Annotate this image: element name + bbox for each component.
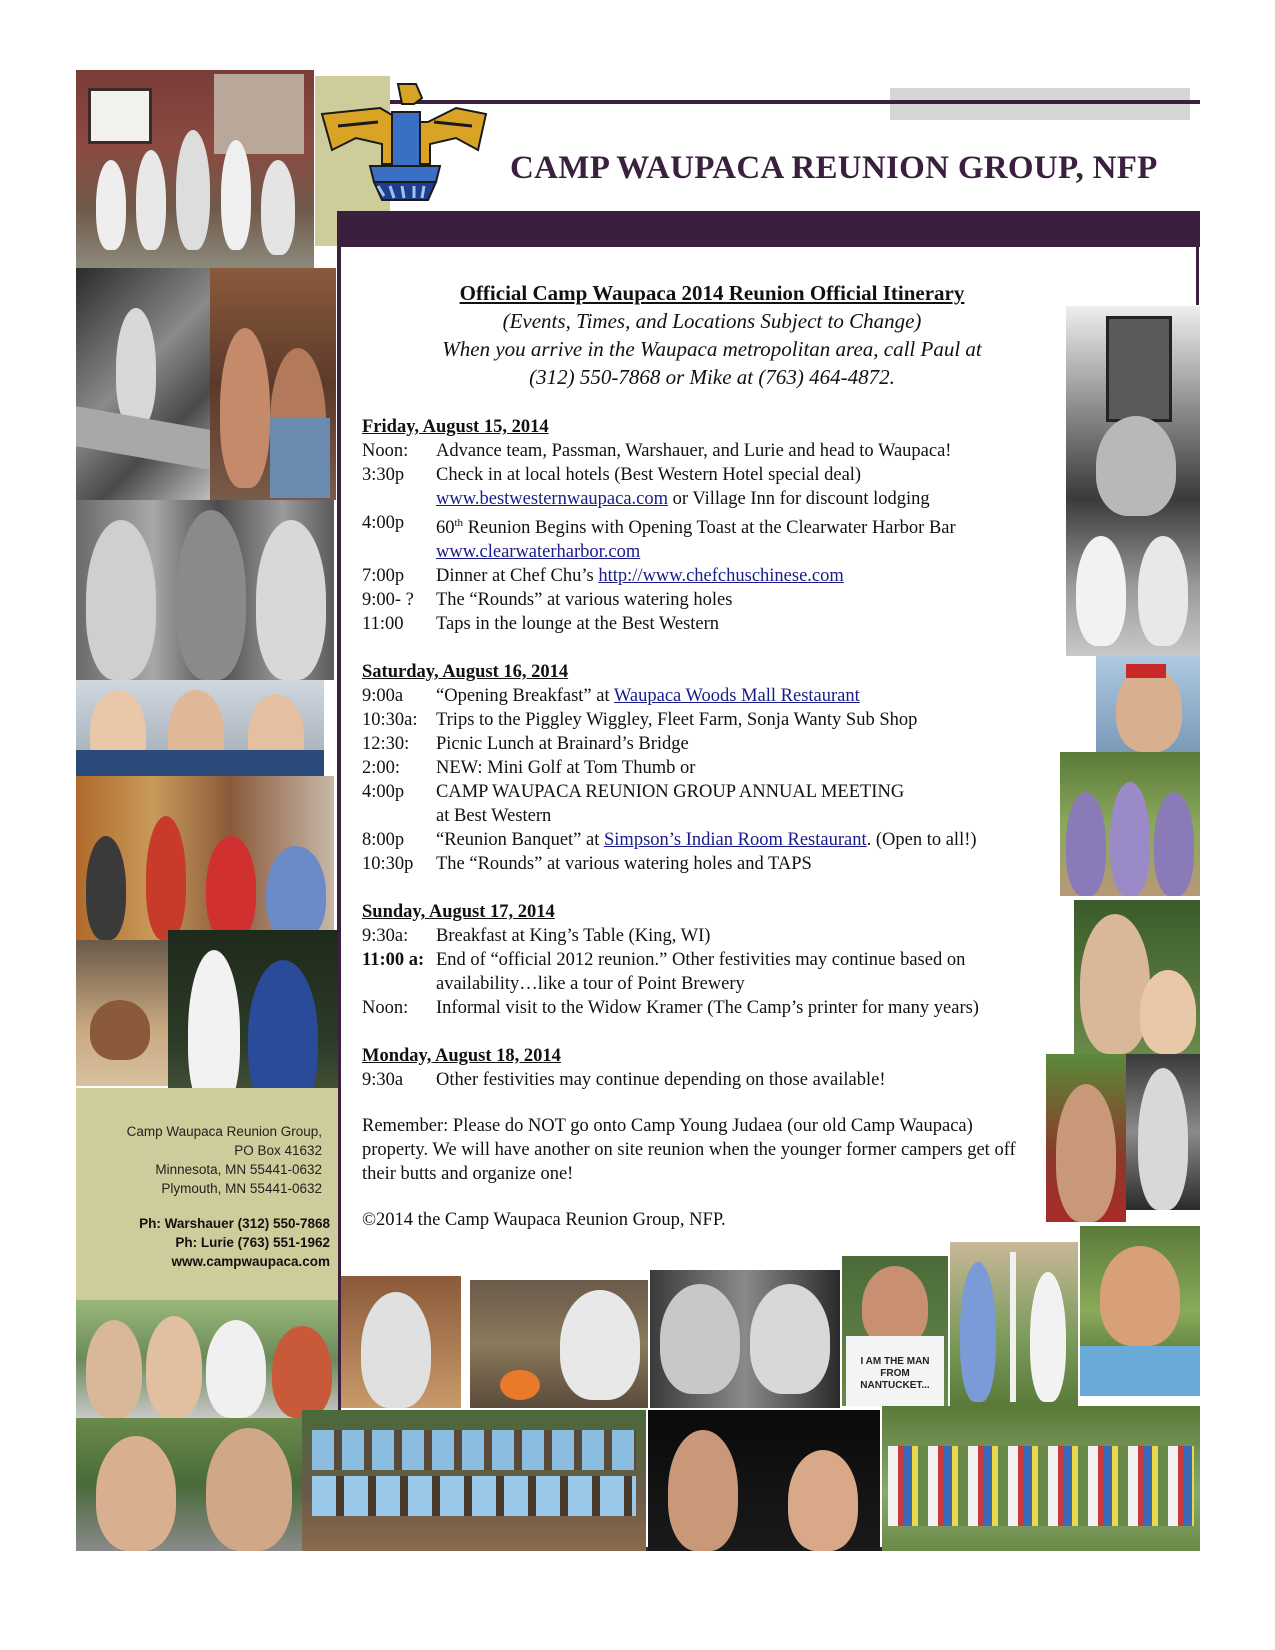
photo-camp-group-blue [302, 1410, 646, 1551]
list-item: 7:00p Dinner at Chef Chu’s http://www.chefchuschinese.com [362, 566, 844, 587]
list-item: 8:00p “Reunion Banquet” at Simpson’s Indian Room Restaurant. (Open to all!) [362, 830, 977, 851]
contact-city-1: Minnesota, MN 55441-0632 [155, 1162, 322, 1177]
photo-two-men-caps [76, 1418, 302, 1551]
page-title: CAMP WAUPACA REUNION GROUP, NFP [510, 150, 1158, 186]
list-item: Noon: Informal visit to the Widow Kramer (The Camp’s printer for many years) [362, 998, 979, 1019]
photo-girls-group [1060, 752, 1200, 896]
list-item: 11:00 Taps in the lounge at the Best Western [362, 614, 720, 635]
photo-two-teens [168, 930, 338, 1114]
photo-bw-faces [650, 1270, 840, 1408]
photo-boat-girl [76, 268, 210, 500]
arrival-note-2: (312) 550-7868 or Mike at (763) 464-4872. [529, 365, 895, 389]
photo-four-men [76, 1300, 338, 1418]
photo-three-boys [76, 680, 324, 776]
list-item: 9:30a Other festivities may continue depending on those available! [362, 1070, 886, 1091]
copyright: ©2014 the Camp Waupaca Reunion Group, NFP. [362, 1210, 726, 1231]
photo-uncle-sam-hat [1066, 306, 1200, 656]
list-item: 4:00p CAMP WAUPACA REUNION GROUP ANNUAL MEETING [362, 782, 905, 803]
photo-campfire [470, 1280, 648, 1408]
list-item: 11:00 a: End of “official 2012 reunion.” Other festivities may continue based on availability…like a tour of Point Brewery [362, 950, 966, 995]
remember-note: Remember: Please do NOT go onto Camp Young Judaea (our old Camp Waupaca) property. We will have another on site reunion when the younger former campers get off their butts and organize one! [362, 1116, 1016, 1185]
photo-dog-beach [76, 940, 168, 1086]
title-banner [337, 211, 1200, 247]
contact-phone-1: Ph: Warshauer (312) 550-7868 [139, 1216, 330, 1231]
contact-city-2: Plymouth, MN 55441-0632 [161, 1181, 322, 1196]
list-item: 2:00: NEW: Mini Golf at Tom Thumb or [362, 758, 696, 779]
list-item: 9:00a “Opening Breakfast” at Waupaca Woods Mall Restaurant [362, 686, 860, 707]
saturday-heading: Saturday, August 16, 2014 [362, 662, 569, 683]
contact-org: Camp Waupaca Reunion Group, [126, 1124, 322, 1139]
contact-website[interactable]: www.campwaupaca.com [171, 1254, 330, 1269]
chef-chu-link[interactable]: http://www.chefchuschinese.com [598, 566, 844, 587]
list-item: at Best Western [436, 806, 552, 827]
thunderbird-logo [318, 78, 490, 210]
header-grey-bar [890, 88, 1190, 120]
list-item: 12:30: Picnic Lunch at Brainard’s Bridge [362, 734, 689, 755]
arrival-note-1: When you arrive in the Waupaca metropolitan area, call Paul at [442, 337, 982, 361]
itinerary-subtitle: (Events, Times, and Locations Subject to Change) [502, 309, 922, 333]
photo-bw-adults [76, 500, 334, 680]
list-item: Noon: Advance team, Passman, Warshauer, and Lurie and head to Waupaca! [362, 441, 952, 461]
list-item: www.bestwesternwaupaca.com or Village Inn for discount lodging [436, 489, 930, 509]
list-item: 3:30p Check in at local hotels (Best Western Hotel special deal) [362, 465, 862, 485]
waupaca-woods-link[interactable]: Waupaca Woods Mall Restaurant [613, 686, 860, 707]
photo-man-and-girl [1074, 900, 1200, 1054]
monday-heading: Monday, August 18, 2014 [362, 1046, 561, 1067]
photo-signpost [950, 1242, 1078, 1406]
contact-po-box: PO Box 41632 [234, 1143, 322, 1158]
sunday-heading: Sunday, August 17, 2014 [362, 902, 555, 923]
photo-boys-shirtless [210, 268, 336, 500]
shirt-text: I AM THE MAN FROM NANTUCKET... [860, 1356, 930, 1391]
list-item: 4:00p 60th Reunion Begins with Opening Toast at the Clearwater Harbor Bar [362, 513, 956, 539]
list-item: 9:00- ? The “Rounds” at various watering holes [362, 590, 733, 611]
photo-two-men-dark [648, 1410, 880, 1551]
friday-heading: Friday, August 15, 2014 [362, 417, 549, 437]
photo-costume-party [76, 776, 334, 940]
photo-cabin-group [76, 70, 314, 268]
list-item: 10:30p The “Rounds” at various watering holes and TAPS [362, 854, 812, 875]
thunderbird-icon [318, 78, 490, 210]
clearwater-harbor-link[interactable]: www.clearwaterharbor.com [436, 542, 641, 563]
itinerary-title: Official Camp Waupaca 2014 Reunion Official Itinerary [459, 281, 965, 305]
itinerary-content [362, 279, 1062, 1232]
photo-bw-portrait [1126, 1054, 1200, 1210]
simpsons-link[interactable]: Simpson’s Indian Room Restaurant [604, 830, 867, 851]
frame-right [1196, 245, 1199, 305]
best-western-link[interactable]: www.bestwesternwaupaca.com [436, 489, 669, 509]
list-item: 9:30a: Breakfast at King’s Table (King, WI) [362, 926, 711, 947]
photo-nantucket-shirt [842, 1256, 948, 1406]
photo-red-cap-man [1096, 656, 1200, 752]
list-item [362, 540, 1062, 564]
photo-man-kippah [341, 1276, 461, 1408]
photo-camp-lineup [882, 1406, 1200, 1551]
photo-smiling-man-blue [1080, 1226, 1200, 1396]
list-item: 10:30a: Trips to the Piggley Wiggley, Fleet Farm, Sonja Wanty Sub Shop [362, 710, 918, 731]
contact-phone-2: Ph: Lurie (763) 551-1962 [175, 1235, 330, 1250]
contact-box [76, 1088, 338, 1300]
